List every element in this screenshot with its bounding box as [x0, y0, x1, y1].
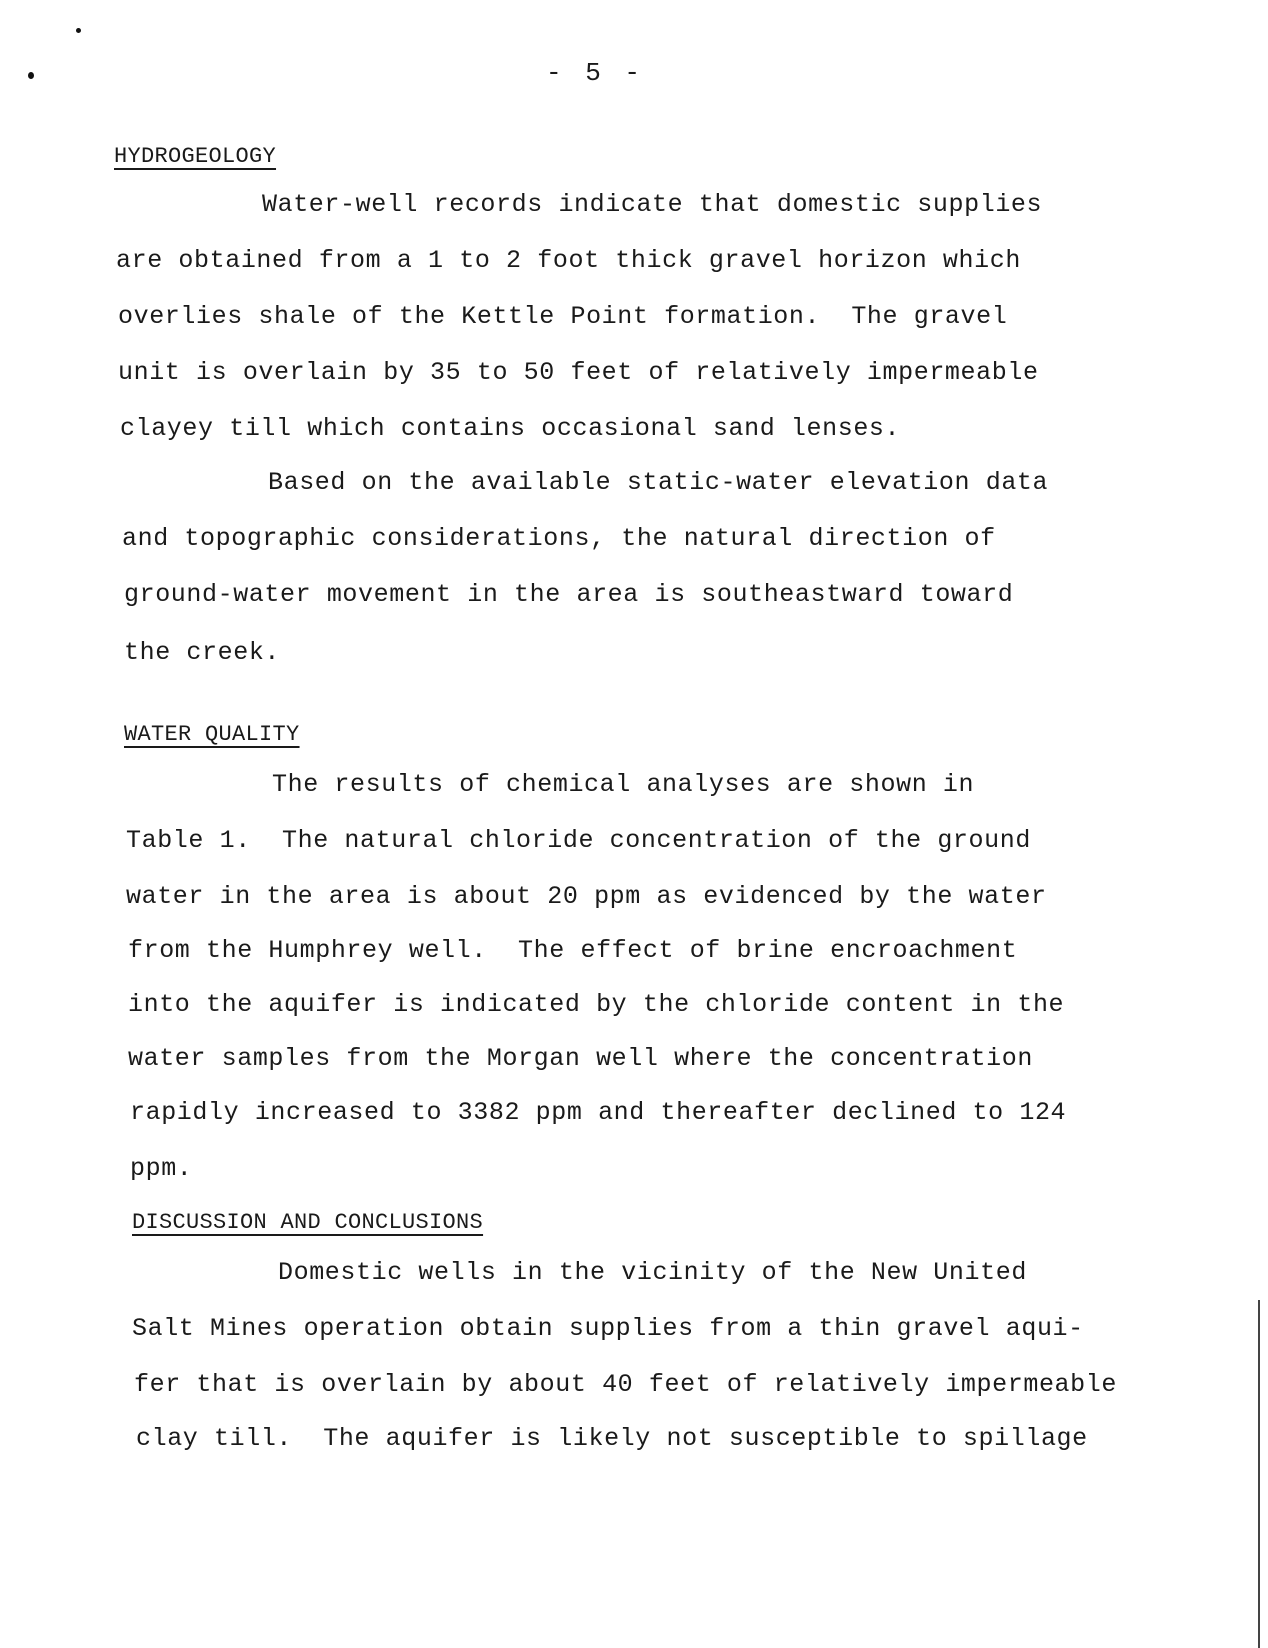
section-heading-discussion-and-conclusions: DISCUSSION AND CONCLUSIONS	[132, 1210, 484, 1235]
paragraph-line: Water-well records indicate that domestic supplies	[262, 190, 1043, 219]
paragraph-line: and topographic considerations, the natural direction of	[122, 524, 996, 553]
paragraph-line: ground-water movement in the area is southeastward toward	[124, 580, 1014, 609]
paragraph-line: Domestic wells in the vicinity of the New United	[278, 1258, 1027, 1287]
paragraph-line: rapidly increased to 3382 ppm and thereafter declined to 124	[130, 1098, 1067, 1127]
paragraph-line: clay till. The aquifer is likely not susceptible to spillage	[136, 1424, 1088, 1453]
section-heading-hydrogeology: HYDROGEOLOGY	[114, 144, 277, 169]
paragraph-line: Table 1. The natural chloride concentration of the ground	[126, 826, 1031, 855]
paragraph-line: fer that is overlain by about 40 feet of relatively impermeable	[134, 1370, 1117, 1399]
paragraph-line: Based on the available static-water elevation data	[268, 468, 1049, 497]
paragraph-line: The results of chemical analyses are shown in	[272, 770, 975, 799]
scan-edge-line	[1258, 1300, 1260, 1648]
paragraph-line: water samples from the Morgan well where the concentration	[128, 1044, 1033, 1073]
paragraph-line: Salt Mines operation obtain supplies from a thin gravel aqui-	[132, 1314, 1084, 1343]
section-heading-water-quality: WATER QUALITY	[124, 722, 300, 747]
paragraph-line: are obtained from a 1 to 2 foot thick gravel horizon which	[116, 246, 1021, 275]
paragraph-line: into the aquifer is indicated by the chloride content in the	[128, 990, 1065, 1019]
page-number: - 5 -	[546, 58, 645, 88]
paragraph-line: unit is overlain by 35 to 50 feet of relatively impermeable	[118, 358, 1039, 387]
paragraph-line: the creek.	[124, 638, 281, 667]
scan-speck	[28, 72, 34, 79]
paragraph-line: water in the area is about 20 ppm as evidenced by the water	[126, 882, 1047, 911]
paragraph-line: ppm.	[130, 1154, 193, 1183]
paragraph-line: overlies shale of the Kettle Point formation. The gravel	[118, 302, 1008, 331]
scan-speck	[76, 28, 81, 33]
paragraph-line: clayey till which contains occasional sand lenses.	[120, 414, 901, 443]
paragraph-line: from the Humphrey well. The effect of brine encroachment	[128, 936, 1018, 965]
